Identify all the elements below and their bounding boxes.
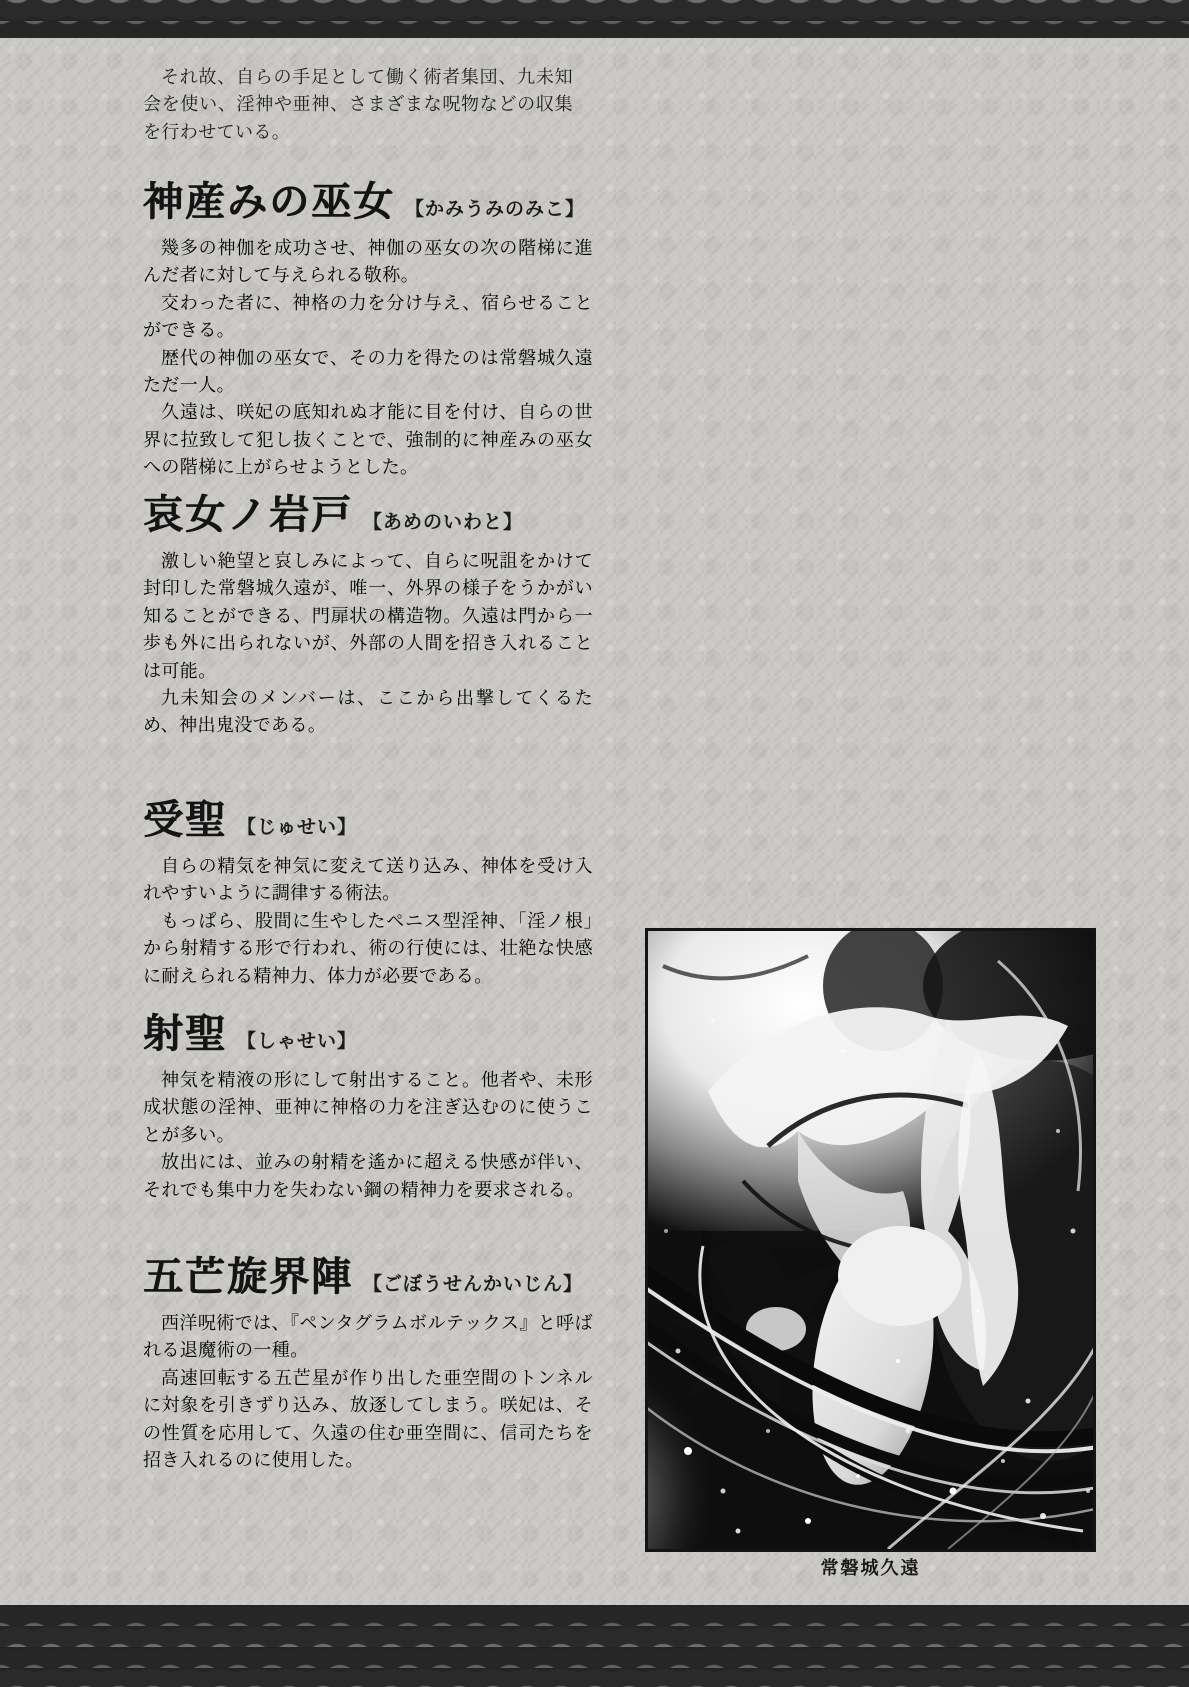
- section-heading: [143, 788, 593, 845]
- body-paragraph: 歴代の神伽の巫女で、その力を得たのは常磐城久遠ただ一人。: [143, 347, 593, 397]
- intro-paragraph-block: [143, 64, 573, 146]
- body-paragraph: 高速回転する五芒星が作り出した亜空間のトンネルに対象を引きずり込み、放逐してしまう。咲妃は、その性質を応用して、久遠の住む亜空間に、信司たちを招き入れるのに使用した。: [143, 1367, 593, 1472]
- section-gobousenkaijin: [143, 1245, 593, 1474]
- section-title: 射聖: [143, 1010, 227, 1057]
- section-reading: 【ごぼうせんかいじん】: [363, 1273, 584, 1295]
- section-heading: [143, 1002, 593, 1059]
- illustration-frame: [645, 928, 1096, 1552]
- body-paragraph: 自らの精気を神気に変えて送り込み、神体を受け入れやすいように調律する術法。: [143, 856, 593, 905]
- section-reading: 【あめのいわと】: [363, 511, 524, 533]
- intro-paragraph: それ故、自らの手足として働く術者集団、九未知会を使い、淫神や亜神、さまざまな呪物などの収集を行わせている。: [143, 67, 573, 143]
- body-paragraph: 久遠は、咲妃の底知れぬ才能に目を付け、自らの世界に拉致して犯し抜くことで、強制的に神産みの巫女への階梯に上がらせようとした。: [143, 402, 593, 479]
- body-paragraph: もっぱら、股間に生やしたペニス型淫神、「淫ノ根」から射精する形で行われ、術の行使には、壮絶な快感に耐えられる精神力、体力が必要である。: [143, 910, 593, 987]
- section-kamiumi-no-miko: [143, 170, 593, 482]
- section-reading: 【かみうみのみこ】: [405, 198, 586, 220]
- body-paragraph: 神気を精液の形にして射出すること。他者や、未形成状態の淫神、亜神に神格の力を注ぎ込むのに使うことが多い。: [143, 1070, 593, 1146]
- body-paragraph: 激しい絶望と哀しみによって、自らに呪詛をかけて封印した常磐城久遠が、唯一、外界の様子をうかがい知ることができる、門扉状の構造物。久遠は門から一歩も外に出られないが、外部の人間を招き入れることは可能。: [143, 551, 593, 682]
- ornamental-bottom-border: [0, 1605, 1189, 1687]
- body-paragraph: 西洋呪術では、『ペンタグラムボルテックス』と呼ばれる退魔術の一種。: [143, 1313, 593, 1362]
- section-title: 五芒旋界陣: [143, 1253, 353, 1300]
- section-reading: 【じゅせい】: [237, 816, 358, 838]
- section-ame-no-iwato: [143, 483, 593, 740]
- section-heading: [143, 170, 593, 227]
- ornamental-top-border: [0, 0, 1189, 38]
- body-paragraph: 九未知会のメンバーは、ここから出撃してくるため、神出鬼没である。: [143, 688, 593, 737]
- illustration-caption: 常磐城久遠: [820, 1558, 921, 1579]
- section-title: 神産みの巫女: [143, 178, 395, 225]
- section-title: 哀女ノ岩戸: [143, 491, 353, 538]
- body-paragraph: 交わった者に、神格の力を分け与え、宿らせることができる。: [143, 292, 593, 342]
- body-paragraph: 幾多の神伽を成功させ、神伽の巫女の次の階梯に進んだ者に対して与えられる敬称。: [143, 238, 593, 287]
- section-reading: 【しゃせい】: [237, 1030, 358, 1052]
- body-paragraph: 放出には、並みの射精を遙かに超える快感が伴い、それでも集中力を失わない鋼の精神力を要求される。: [143, 1152, 593, 1201]
- section-heading: [143, 1245, 593, 1302]
- character-illustration: [648, 931, 1093, 1549]
- section-heading: [143, 483, 593, 540]
- section-jusei: [143, 788, 593, 990]
- section-shasei: [143, 1002, 593, 1204]
- section-title: 受聖: [143, 796, 227, 843]
